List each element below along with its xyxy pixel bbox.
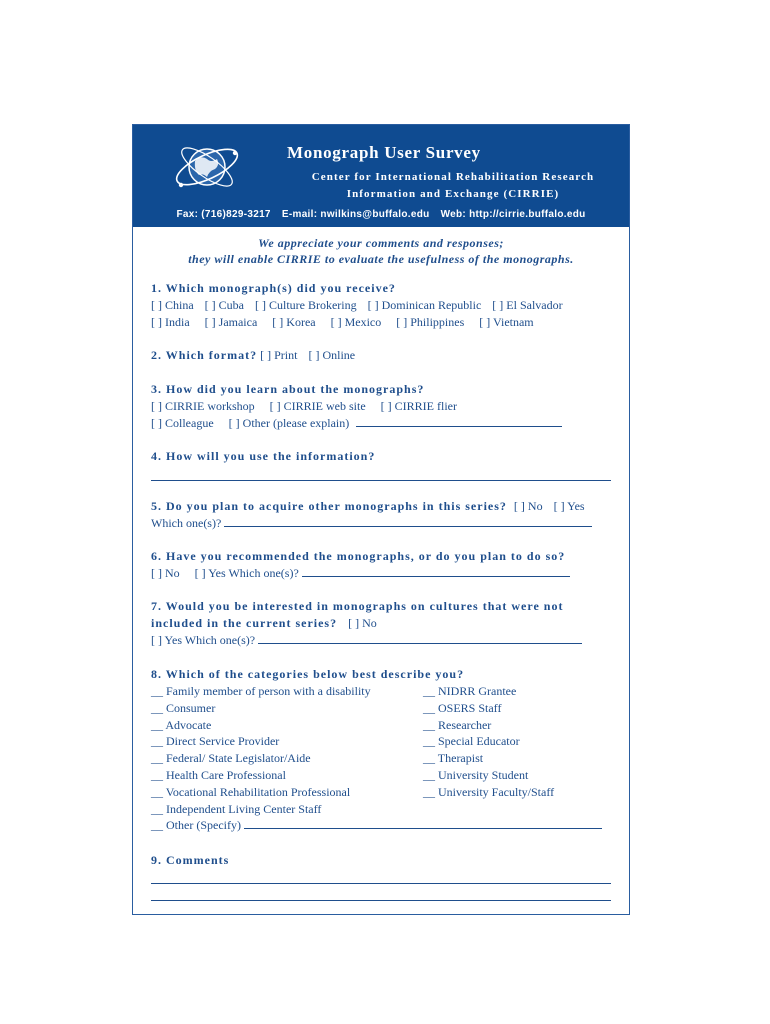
option-philippines[interactable]: [ ] Philippines	[396, 315, 465, 329]
category-other[interactable]: __ Other (Specify)	[151, 818, 241, 833]
option-online[interactable]: [ ] Online	[308, 348, 356, 362]
question-7-heading-line2: included in the current series?	[151, 616, 338, 630]
question-9-heading: 9. Comments	[151, 853, 230, 867]
org-name-line2: Information and Exchange (CIRRIE)	[346, 188, 560, 200]
option-cirrie-flier[interactable]: [ ] CIRRIE flier	[380, 399, 457, 413]
question-9	[151, 852, 616, 869]
question-8	[151, 666, 616, 683]
option-q6-no[interactable]: [ ] No	[151, 566, 180, 580]
org-name	[283, 169, 623, 203]
category-osers-staff[interactable]: __ OSERS Staff	[423, 700, 502, 715]
form-title: Monograph User Survey	[287, 143, 481, 162]
category-researcher[interactable]: __ Researcher	[423, 717, 492, 732]
category-special-educator[interactable]: __ Special Educator	[423, 734, 520, 749]
category-family-member[interactable]: __ Family member of person with a disability	[151, 684, 371, 698]
question-4-heading: 4. How will you use the information?	[151, 449, 376, 463]
question-3	[151, 381, 616, 432]
intro-text	[133, 235, 629, 267]
org-name-line1: Center for International Rehabilitation Research	[311, 171, 595, 183]
question-3-heading: 3. How did you learn about the monographs?	[151, 382, 425, 396]
question-5	[151, 498, 616, 532]
option-cirrie-web-site[interactable]: [ ] CIRRIE web site	[269, 399, 366, 413]
option-print[interactable]: [ ] Print	[260, 348, 298, 362]
category-therapist[interactable]: __ Therapist	[423, 751, 484, 766]
comments-line-2[interactable]	[151, 900, 611, 901]
option-china[interactable]: [ ] China	[151, 298, 194, 312]
globe-orbit-icon	[171, 133, 243, 203]
option-cuba[interactable]: [ ] Cuba	[204, 298, 244, 312]
question-7	[151, 598, 616, 649]
comments-line-1[interactable]	[151, 883, 611, 884]
q5-followup-label: Which one(s)?	[151, 516, 222, 530]
option-culture-brokering[interactable]: [ ] Culture Brokering	[254, 298, 357, 312]
category-consumer[interactable]: __ Consumer	[151, 700, 216, 715]
option-jamaica[interactable]: [ ] Jamaica	[204, 315, 258, 329]
question-1-heading: 1. Which monograph(s) did you receive?	[151, 281, 396, 295]
use-info-field[interactable]	[151, 480, 611, 481]
option-korea[interactable]: [ ] Korea	[272, 315, 316, 329]
question-8-heading: 8. Which of the categories below best describe you?	[151, 667, 465, 681]
category-direct-service-provider[interactable]: __ Direct Service Provider	[151, 734, 280, 749]
q6-which-field[interactable]	[302, 565, 570, 577]
question-1	[151, 280, 616, 331]
fax-number: Fax: (716)829-3217	[176, 209, 271, 220]
category-nidrr-grantee[interactable]: __ NIDRR Grantee	[423, 684, 517, 698]
category-list-right	[423, 683, 554, 801]
category-vocational-rehab[interactable]: __ Vocational Rehabilitation Professional	[151, 784, 351, 799]
option-q6-yes[interactable]: [ ] Yes Which one(s)?	[194, 566, 299, 580]
other-explain-field[interactable]	[356, 415, 562, 427]
option-q7-no[interactable]: [ ] No	[348, 616, 377, 630]
question-7-heading-line1: 7. Would you be interested in monographs on cultures that were not	[151, 599, 564, 613]
category-university-student[interactable]: __ University Student	[423, 767, 529, 782]
email-address: E-mail: nwilkins@buffalo.edu	[281, 209, 430, 220]
option-q5-yes[interactable]: [ ] Yes	[553, 499, 585, 513]
category-legislator[interactable]: __ Federal/ State Legislator/Aide	[151, 751, 311, 766]
web-address: Web: http://cirrie.buffalo.edu	[440, 209, 586, 220]
option-el-salvador[interactable]: [ ] El Salvador	[492, 298, 563, 312]
category-advocate[interactable]: __ Advocate	[151, 717, 212, 732]
contact-info	[133, 209, 629, 220]
option-q7-yes[interactable]: [ ] Yes Which one(s)?	[151, 633, 256, 647]
question-5-heading: 5. Do you plan to acquire other monographs in this series?	[151, 499, 507, 513]
other-specify-field[interactable]	[244, 817, 602, 829]
option-mexico[interactable]: [ ] Mexico	[330, 315, 382, 329]
intro-line2: they will enable CIRRIE to evaluate the usefulness of the monographs.	[188, 252, 574, 266]
question-2-heading: 2. Which format?	[151, 348, 258, 362]
option-cirrie-workshop[interactable]: [ ] CIRRIE workshop	[151, 399, 255, 413]
option-q5-no[interactable]: [ ] No	[513, 499, 543, 513]
q5-which-field[interactable]	[224, 515, 592, 527]
category-health-care-professional[interactable]: __ Health Care Professional	[151, 767, 286, 782]
option-vietnam[interactable]: [ ] Vietnam	[479, 315, 534, 329]
question-2	[151, 347, 616, 364]
option-colleague[interactable]: [ ] Colleague	[151, 416, 214, 430]
category-university-faculty[interactable]: __ University Faculty/Staff	[423, 784, 555, 799]
header-banner	[133, 125, 629, 227]
question-6-heading: 6. Have you recommended the monographs, or do you plan to do so?	[151, 549, 566, 563]
q7-which-field[interactable]	[258, 632, 582, 644]
intro-line1: We appreciate your comments and responses;	[258, 236, 504, 250]
option-dominican-republic[interactable]: [ ] Dominican Republic	[367, 298, 482, 312]
category-independent-living[interactable]: __ Independent Living Center Staff	[151, 801, 322, 816]
option-india[interactable]: [ ] India	[151, 315, 190, 329]
question-4	[151, 448, 616, 465]
question-6	[151, 548, 616, 582]
survey-form	[132, 124, 630, 915]
option-other[interactable]: [ ] Other (please explain)	[228, 416, 350, 430]
